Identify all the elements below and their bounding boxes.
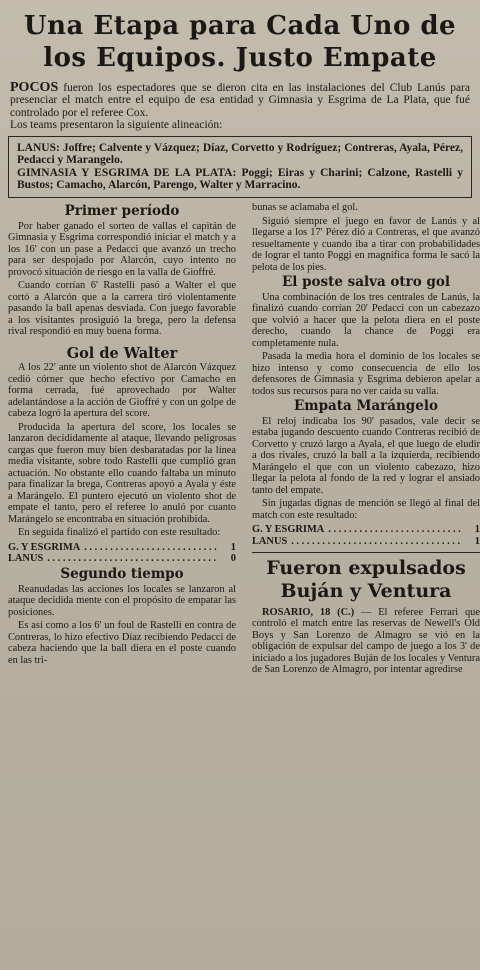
right-paragraph-7-text: — El referee Ferrari que controló el match entre las reservas de Newell's Old Boys y San Lorenzo de Almagro se vió en la obligación de expulsar del campo de juego a los 3' de iniciado a los jugadores Buján de los locales y Ventura de San Lorenzo de Almagro, por intentar agredirse [252,606,480,676]
headline-line-2: los Equipos. Justo Empate [43,43,437,73]
score-leader-dots [47,553,218,565]
headline-expulsados [252,557,480,603]
score-goals: 0 [230,553,236,565]
final-score [252,524,480,548]
score-row [252,524,480,536]
score-team: G. Y ESGRIMA [252,524,325,535]
intro-text: fueron los espectadores que se dieron cita en las instalaciones del Club Lanús para presenciar el match entre el equipo de esa entidad y Gimnasia y Esgrima de La Plata, que fué controlado por el referee Cox. [10,82,470,119]
score-goals: 1 [230,541,236,553]
article-divider [252,552,480,553]
score-leader-dots [291,536,462,548]
right-paragraph-4: Pasada la media hora el dominio de los locales se hizo intenso y como consecuencia de ello los defensores de Gimnasia y Esgrima debieron apelar a todos sus recursos para no ver caída su valla. [252,351,480,397]
headline-line-1: Una Etapa para Cada Uno de [23,11,457,41]
right-paragraph-1: bunas se aclamaba el gol. [252,202,358,213]
score-row [8,542,236,554]
left-column [8,202,236,678]
score-leader-dots [328,524,462,536]
article-columns [0,198,480,678]
score-row [8,553,236,565]
score-goals: 1 [474,535,480,547]
left-paragraph-3: A los 22' ante un violento shot de Alarcón Vázquez cedió córner que hecho efectivo por Camacho en forma cerrada, fué aprovechado por Walter adelantándose a la acción de Gioffré y con un golpe de cabeza logró la apertura del score. [8,362,236,419]
heading-gol-de-walter: Gol de Walter [66,344,178,362]
heading-segundo-tiempo: Segundo tiempo [60,566,184,583]
heading-el-poste: El poste salva otro gol [281,274,451,290]
left-paragraph-1: Por haber ganado el sorteo de vallas el capitán de Gimnasia y Esgrima correspondió iniciar el match y a los 16' con un pase a Pedacci que avanzó un trecho para ser despojado por Alarcón, cuyo intento no provocó situación de riesgo en la valla de Gioffré. [8,220,236,278]
right-paragraph-3: Una combinación de los tres centrales de Lanús, la finalizó cuando corrían 20' Pedacci con un cabezazo que volvió a hacer que la pelota diera en el poste derecho, cuando la chance de Poggi era completamente nula. [252,291,480,349]
headline-expulsados-line-1: Fueron expulsados [266,556,466,579]
intro-text-2: Los teams presentaron la siguiente alineación: [10,119,223,132]
score-team: LANUS [252,535,288,547]
left-paragraph-2: Cuando corrían 6' Rastelli pasó a Walter el que cortó a Alarcón que a la carrera tiró violentamente pasando la ball apenas desviada. Con juego favorable a los visitantes prosiguió la brega, pero la defensa rival respondió en muy buena forma. [8,280,236,337]
score-leader-dots [84,542,218,554]
right-paragraph-7 [252,607,480,676]
right-paragraph-2: Siguió siempre el juego en favor de Lanús y al llegarse a los 17' Pérez dió a Contreras, el que avanzó resueltamente y cuando iba a tirar con probabilidades de lograr el tanto Poggi en magnífica forma le sacó la pelota de los pies. [252,215,480,273]
left-paragraph-6: Reanudadas las acciones los locales se lanzaron al ataque decidida mente con el propósito de empatar las posiciones. [8,583,236,618]
heading-primer-periodo: Primer período [64,203,180,219]
left-paragraph-7: Es así como a los 6' un foul de Rastelli en contra de Contreras, lo hizo efectivo Díaz recibiendo Pedacci de cabeza haciendo que la ball diera en el poste cuando en las tri- [8,620,236,666]
right-paragraph-6: Sin jugadas dignas de mención se llegó al final del match con este resultado: [252,498,480,521]
halftime-score [8,542,236,566]
lineup-gimnasia: GIMNASIA Y ESGRIMA DE LA PLATA: Poggi; Eiras y Charini; Calzone, Rastelli y Bustos; Camacho, Alarcón, Parengo, Walter y Marracino. [17,166,463,192]
intro-paragraph [0,74,480,132]
heading-empata-marangelo: Empata Marángelo [294,398,438,414]
left-paragraph-5: En seguida finalizó el partido con este resultado: [18,527,221,538]
score-team: G. Y ESGRIMA [8,541,81,553]
lineup-box [8,136,472,198]
score-team: LANUS [8,553,44,565]
left-paragraph-4: Producida la apertura del score, los locales se lanzaron decididamente al ataque, llevando peligrosas cargas que fueron muy bien desbaratadas por la línea media visitante, sobre todo Rastelli que cumplió gran actuación. No obstante ello cuando faltaba un minuto para finalizar la brega, Contreras apoyó a Ayala y éste a Marángelo. El puntero ejecutó un violento shot de empate el tanto, pero el referee lo anuló por cuanto Marángelo se encontraba en situación prohibida. [8,421,236,525]
right-column [252,202,480,678]
dateline: ROSARIO, 18 (C.) [262,606,355,618]
score-row [252,536,480,548]
right-paragraph-5: El reloj indicaba los 90' pasados, vale decir se estaba jugando descuento cuando Contreras recibió de Corvetto y cruzó largo a Ayala, el que luego de eludir a dos rivales, cruzó la ball a la izquierda, recibiendo Marángelo el que con un violento cabezazo, hizo llegar la pelota al fondo de la red y lograr el ansiado tanto del empate. [252,415,480,496]
score-goals: 1 [474,524,480,535]
headline [0,0,480,74]
intro-dropcap: POCOS [10,80,59,95]
headline-expulsados-line-2: Buján y Ventura [280,579,452,602]
lineup-lanus: LANUS: Joffre; Calvente y Vázquez; Díaz, Corvetto y Rodríguez; Contreras, Ayala, Pérez, Pedacci y Marangelo. [17,141,463,167]
